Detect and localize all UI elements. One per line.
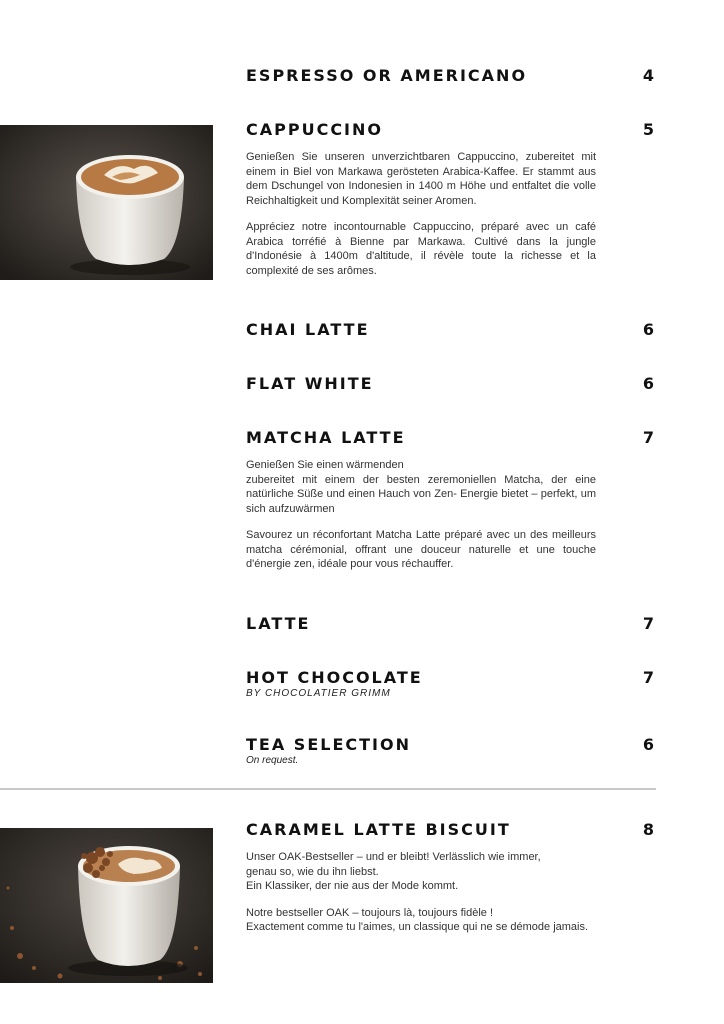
item-subtitle: On request. (246, 755, 299, 766)
description-german-line-3: Ein Klassiker, der nie aus der Mode kommt. (246, 880, 459, 892)
item-description (246, 150, 596, 278)
item-name: LATTE (246, 614, 311, 633)
menu-item-espresso (246, 66, 654, 85)
description-german-line-2: genau so, wie du ihn liebst. (246, 865, 379, 878)
item-subtitle: BY CHOCOLATIER GRIMM (246, 688, 391, 699)
item-name: ESPRESSO OR AMERICANO (246, 66, 528, 85)
item-name: TEA SELECTION (246, 735, 411, 754)
item-price: 5 (642, 120, 654, 139)
menu-item-tea-selection (246, 735, 654, 766)
menu-item-chai-latte (246, 320, 654, 339)
item-name: CAPPUCCINO (246, 120, 383, 139)
item-name: HOT CHOCOLATE (246, 668, 423, 687)
item-name: FLAT WHITE (246, 374, 374, 393)
item-description (246, 458, 596, 572)
description-german-line-1: Genießen Sie einen wärmenden (246, 459, 404, 471)
description-german-line-2: zubereitet mit einem der besten zeremoniellen Matcha, der eine natürliche Süße und einen Hauch von Zen- Energie bietet – perfekt, um sich aufzuwärmen (246, 473, 596, 515)
menu-item-cappuccino (246, 120, 654, 290)
description-french: Appréciez notre incontournable Cappuccino, préparé avec un café Arabica torréfié à Bienne par Markawa. Cultivé dans la jungle d'Indonésie à 1400m d'altitude, il révèle toute la richesse et la complexité de ses arômes. (246, 221, 596, 277)
item-price: 7 (642, 428, 654, 447)
section-divider (0, 788, 656, 790)
menu-item-hot-chocolate (246, 668, 654, 699)
caramel-latte-photo (0, 828, 213, 983)
item-price: 6 (642, 374, 654, 393)
description-french: Savourez un réconfortant Matcha Latte préparé avec un des meilleurs matcha cérémonial, offrant une douceur naturelle et une touche d'énergie zen, idéale pour vous réchauffer. (246, 529, 596, 570)
description-french-line-1: Notre bestseller OAK – toujours là, toujours fidèle ! (246, 906, 494, 919)
item-price: 6 (642, 320, 654, 339)
item-price: 7 (642, 668, 654, 687)
item-name: MATCHA LATTE (246, 428, 406, 447)
item-name: CHAI LATTE (246, 320, 370, 339)
description-german-line-1: Unser OAK-Bestseller – und er bleibt! Verlässlich wie immer, (246, 851, 541, 863)
description-french-line-2: Exactement comme tu l'aimes, un classique qui ne se démode jamais. (246, 921, 589, 933)
menu-item-matcha-latte (246, 428, 654, 584)
cappuccino-photo (0, 125, 213, 280)
item-description (246, 850, 596, 935)
menu-item-caramel-latte-biscuit (246, 820, 654, 935)
item-name: CARAMEL LATTE BISCUIT (246, 820, 511, 839)
menu-item-flat-white (246, 374, 654, 393)
menu-item-latte (246, 614, 654, 633)
description-german: Genießen Sie unseren unverzichtbaren Cappuccino, zubereitet mit einem in Biel von Markawa gerösteten Arabica-Kaffee. Er stammt aus dem Dschungel von Indonesien in 1400 m Höhe und entfaltet die volle Reichhaltigkeit und Komplexität seiner Aromen. (246, 151, 596, 207)
item-price: 8 (642, 820, 654, 839)
item-price: 4 (642, 66, 654, 85)
item-price: 6 (642, 735, 654, 754)
item-price: 7 (642, 614, 654, 633)
